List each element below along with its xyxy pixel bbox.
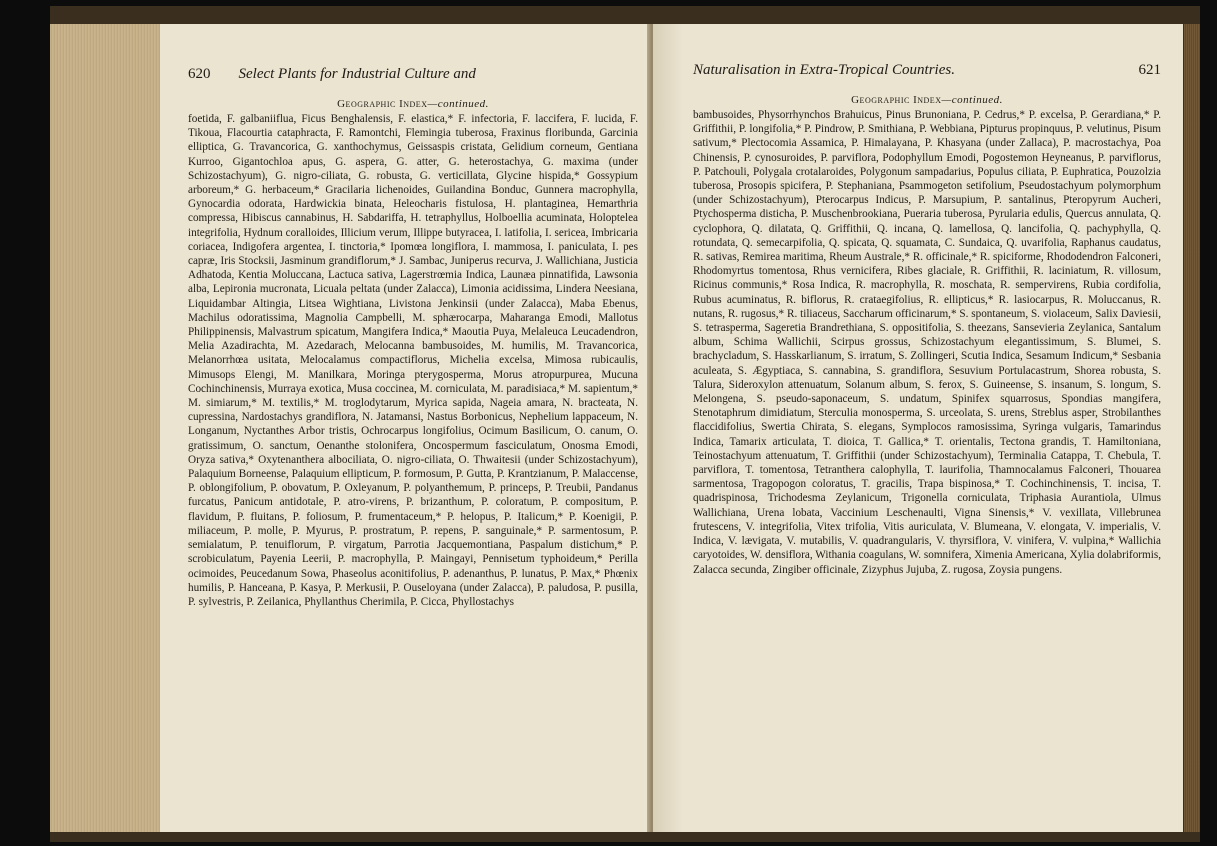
open-book (50, 6, 1200, 842)
left-page-header (188, 66, 638, 90)
page-body-text: bambusoides, Physorrhynchos Brahuicus, Pinus Brunoniana, P. Cedrus,* P. excelsa, P. Gerardiana,* P. Griffithii, P. longifolia,* P. Pindrow, P. Smithiana, P. Webbiana, Pipturus propinquus, P. velutinus, Pisum sativum,* Plectocomia Assamica, P. Himalayana, P. Khasyana (under Zallaca), P. macrostachya, Poa Chinensis, P. cynosuroides, P. parviflora, Podophyllum Emodi, Pogostemon Heyneanus, P. parviflorus, P. Patchouli, Polygala crotalaroides, Polygonum sampadarius, Populus ciliata, P. Euphratica, Pouzolzia tuberosa, Prosopis spicifera, P. Stephaniana, Psammogeton setifolium, Pseudostachyum polymorphum (under Schizostachyum), Pterocarpus Indicus, P. Marsupium, P. santalinus, Pteropyrum Aucheri, Ptychosperma disticha, P. Muschenbrookiana, Pueraria tuberosa, Pyrularia edulis, Quercus annulata, Q. cyclophora, Q. dilatata, Q. Griffithii, Q. incana, Q. lamellosa, Q. lancifolia, Q. pachyphylla, Q. rotundata, Q. semecarpifolia, Q. spicata, Q. squamata, C. Sundaica, Q. uvarifolia, Raphanus caudatus, R. sativas, Remirea maritima, Rheum Australe,* R. officinale,* R. spiciforme, Rhododendron Falconeri, Rhodomyrtus tomentosa, Rhus vernicifera, Ribes glaciale, R. Griffithii, R. laciniatum, R. villosum, Ricinus communis,* Rosa Indica, R. macrophylla, R. moschata, R. sempervirens, Rubia cordifolia, Rubus acuminatus, R. biflorus, R. crataegifolius, R. ellipticus,* R. lasiocarpus, R. Moluccanus, R. nutans, R. rugosus,* R. tiliaceus, Saccharum officinarum,* S. spontaneum, S. violaceum, Salix Daviesii, S. tetrasperma, Sageretia Brandrethiana, S. oppositifolia, S. theezans, Sansevieria Zeylanica, Santalum album, Schima Wallichii, Scirpus grossus, Schizostachyum elegantissimum, S. Blumei, S. brachycladum, S. Hasskarlianum, S. irratum, S. Zollingeri, Scutia Indica, Sesamum Indicum,* Sesbania aculeata, S. Ægyptiaca, S. cannabina, S. grandiflora, Sesuvium Portulacastrum, Shorea robusta, S. Talura, Sideroxylon attenuatum, Solanum album, S. ferox, S. Guineense, S. insanum, S. longum, S. Melongena, S. pseudo-saponaceum, S. undatum, Spinifex squarrosus, Spondias mangifera, Stenotaphrum dimidiatum, Sterculia monosperma, S. urceolata, S. urens, Streblus asper, Strobilanthes flaccidifolius, Swertia Chirata, S. elegans, Symplocos ramosissima, Syringa vulgaris, Tamarindus Indica, Tamarix articulata, T. dioica, T. Gallica,* T. orientalis, Tectona grandis, T. Hamiltoniana, Teinostachyum attenuatum, T. Griffithii (under Schizostachyum), Terminalia Catappa, T. Chebula, T. parviflora, T. tomentosa, Tetranthera calophylla, T. laurifolia, Thamnocalamus Falconeri, Thouarea sarmentosa, Tragopogon coloratus, T. gracilis, Trapa bispinosa,* T. Cochinchinensis, T. incisa, T. quadrispinosa, Trichodesma Zeylanicum, Trigonella corniculata, Triphasia Aurantiola, Ulmus Wallichiana, Urena lobata, Vaccinium Leschenaulti, Vigna Sinensis,* V. vexillata, Villebrunea frutescens, V. integrifolia, Vitex trifolia, Vitis auriculata, V. Blumeana, V. elongata, V. imperialis, V. Indica, V. lævigata, V. mutabilis, V. quadrangularis, V. thyrsiflora, V. vinifera, V. vulpina,* Wallichia caryotoides, W. densiflora, Withania coagulans, W. somnifera, Ximenia Americana, Xylia dolabriformis, Zalacca secunda, Zingiber officinale, Zizyphus Jujuba, Z. rugosa, Zoysia pungens. (693, 109, 1161, 576)
section-heading-suffix: —continued. (427, 98, 489, 110)
page-edges-right (1184, 24, 1200, 832)
section-heading (188, 98, 638, 110)
section-heading-suffix: —continued. (941, 94, 1003, 106)
right-page (653, 24, 1183, 832)
left-page (160, 24, 650, 832)
page-number: 620 (188, 66, 211, 82)
running-title: Select Plants for Industrial Culture and (238, 66, 476, 82)
page-number: 621 (1138, 62, 1161, 78)
page-edges-left (50, 24, 160, 832)
section-heading-text: Geographic Index (337, 98, 428, 110)
section-heading-text: Geographic Index (851, 94, 942, 106)
page-body-text: foetida, F. galbaniiflua, Ficus Benghalensis, F. elastica,* F. infectoria, F. laccifera, F. lucida, F. Tikoua, Flacourtia cataphracta, F. Ramontchi, Flemingia tuberosa, Fraxinus floribunda, Garcinia elliptica, G. Travancorica, G. xanthochymus, Geissaspis cristata, Gelidium corneum, Gentiana Kurroo, Gigantochloa apus, G. aspera, G. atter, G. heterostachya, G. maxima (under Schizostachyum), G. nigro-ciliata, G. robusta, G. verticillata, Glycine hispida,* Gossypium arboreum,* G. herbaceum,* Gracilaria lichenoides, Guilandina Bonduc, Gunnera macrophylla, Gynocardia odorata, Hardwickia binata, Heleocharis fistulosa, H. plantaginea, Hemarthria compressa, Hibiscus cannabinus, H. Sabdariffa, H. tetraphyllus, Holboellia acuminata, Holoptelea integrifolia, Hydnum coralloides, Illicium verum, Illippe butyracea, I. latifolia, I. sericea, Imbricaria coriacea, Indigofera argentea, I. tinctoria,* Ipomœa longiflora, I. mammosa, I. paniculata, I. pes capræ, Iris Stocksii, Jasminum grandiflorum,* J. Sambac, Juniperus recurva, J. Wallichiana, Justicia Adhatoda, Kentia Moluccana, Lactuca sativa, Lagerstrœmia Indica, Launæa pinnatifida, Lawsonia alba, Lepironia mucronata, Licuala peltata (under Zalacca), Limonia acidissima, Lindera Neesiana, Liquidambar Altingia, Litsea Wightiana, Livistona Jenkinsii (under Zalacca), Maba Ebenus, Machilus odoratissima, Magnolia Campbelli, M. sphærocarpa, Maharanga Emodi, Mallotus Philippinensis, Malvastrum spicatum, Mangifera Indica,* Maoutia Puya, Melaleuca Leucadendron, Melia Azadirachta, M. Azedarach, Melocanna bambusoides, M. humilis, M. Travancorica, Melanorrhœa usitata, Melocalamus compactiflorus, Michelia excelsa, Mimosa rubicaulis, Mimusops Elengi, M. Manilkara, Moringa pterygosperma, Morus atropurpurea, Mucuna Cochinchinensis, Murraya exotica, Musa coccinea, M. corniculata, M. paradisiaca,* M. sapientum,* M. simiarum,* M. textilis,* M. troglodytarum, Myrica sapida, Nageia amara, N. bracteata, N. cupressina, Nardostachys grandiflora, N. Jatamansi, Nastus Borbonicus, Nephelium lappaceum, N. Longanum, Nyctanthes Arbor tristis, Ochrocarpus longifolius, Ocimum Basilicum, O. canum, O. gratissimum, O. sanctum, Oenanthe stolonifera, Oncospermum fasciculatum, Onosma Emodi, Oryza sativa,* Oxytenanthera albociliata, O. nigro-ciliata, O. Thwaitesii (under Schizostachyum), Palaquium Borneense, Palaquium ellipticum, P. formosum, P. Gutta, P. Krantzianum, P. Malaccense, P. oblongifolium, P. obovatum, P. Oxleyanum, P. polyanthemum, P. princeps, P. Treubii, Pandanus furcatus, Panicum antidotale, P. atro-virens, P. brizanthum, P. coloratum, P. compositum, P. flavidum, P. fluitans, P. foliosum, P. frumentaceum,* P. helopus, P. Italicum,* P. Koenigii, P. miliaceum, P. molle, P. Myurus, P. prostratum, P. repens, P. sanguinale,* P. sarmentosum, P. semialatum, P. tenuiflorum, P. virgatum, Parrotia Jacquemontiana, Paspalum distichum,* P. scrobiculatum, Payenia Leerii, P. macrophylla, P. Maingayi, Pennisetum typhoideum,* Perilla ocimoides, Peucedanum Sowa, Phaseolus aconitifolius, P. adenanthus, P. lunatus, P. Max,* Phœnix humilis, P. Hanceana, P. Kasya, P. Merkusii, P. Ouseloyana (under Zalacca), P. paludosa, P. pusilla, P. sylvestris, P. Zeilanica, Phyllanthus Cherimila, P. Cicca, Phyllostachys (188, 113, 638, 608)
right-page-header (693, 62, 1161, 86)
running-title: Naturalisation in Extra-Tropical Countries. (693, 62, 955, 78)
section-heading (693, 94, 1161, 106)
